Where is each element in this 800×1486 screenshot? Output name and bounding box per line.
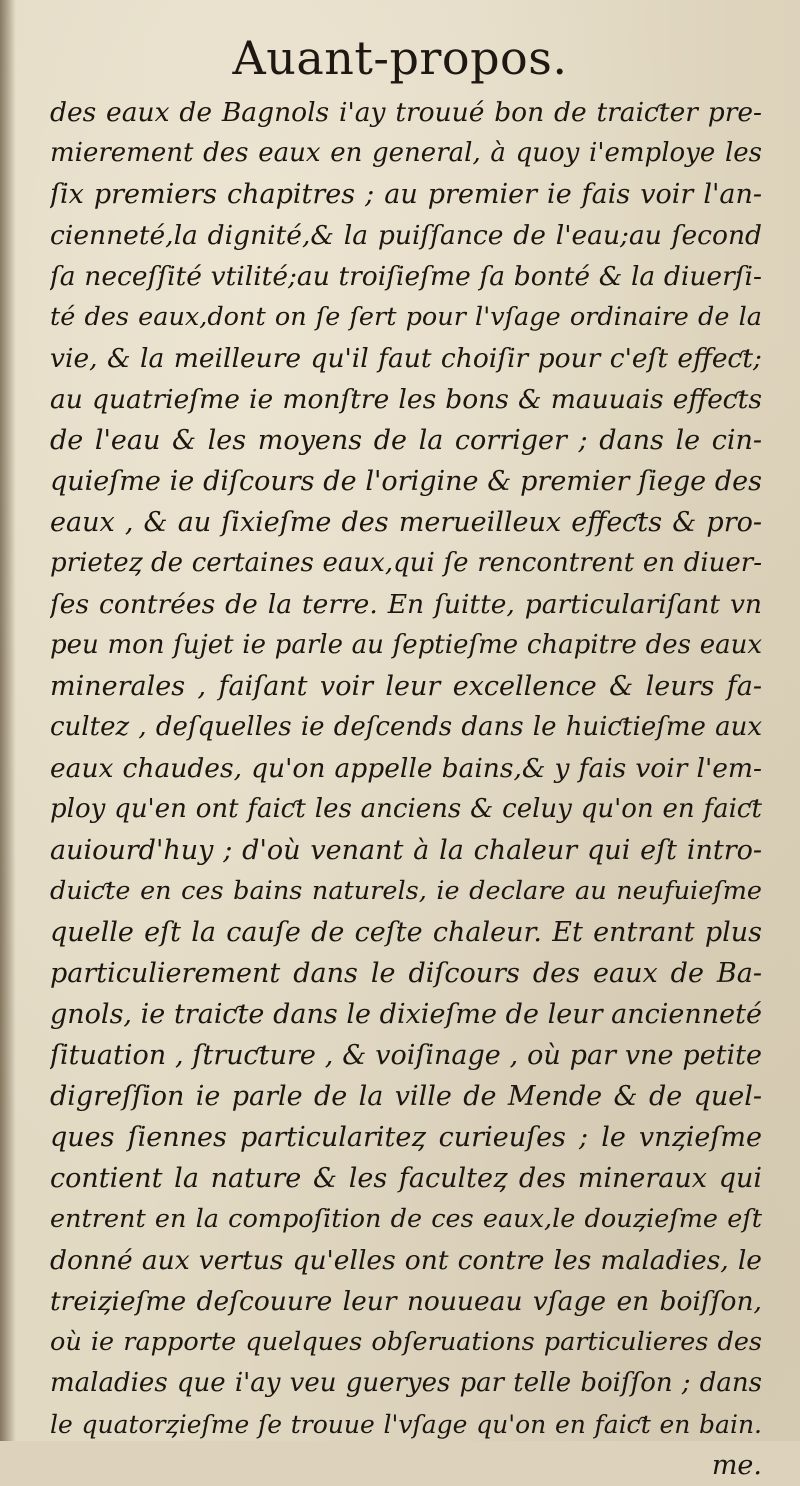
binding-shadow (0, 0, 16, 1441)
text-line: des eaux de Bagnols i'ay trouué bon de traiƈter pre- (50, 97, 762, 128)
text-line: ſa neceſſité vtilité;au troiſieſme ſa bonté & la diuerſi- (50, 261, 762, 292)
text-line: ſituation , ſtruƈture , & voiſinage , où par vne petite (50, 1040, 762, 1071)
text-line: ſes contrées de la terre. En ſuitte, particulariſant vn (50, 589, 762, 620)
text-line: ſix premiers chapitres ; au premier ie fais voir l'an- (50, 179, 762, 210)
text-line: où ie rapporte quelques obſeruations particulieres des (50, 1327, 762, 1357)
text-line: au quatrieſme ie monſtre les bons & mauuais effeƈts (50, 384, 762, 415)
text-line: digreſſion ie parle de la ville de Mende & de quel- (50, 1081, 762, 1112)
text-line: té des eaux,dont on ſe ſert pour l'vſage ordinaire de la (50, 302, 762, 332)
text-line: auiourd'huy ; d'où venant à la chaleur qui eſt intro- (50, 835, 762, 866)
text-line: particulierement dans le diſcours des eaux de Ba- (50, 958, 762, 989)
text-line: cienneté,la dignité,& la puiſſance de l'eau;au ſecond (50, 220, 762, 251)
running-head: Auant-propos. (232, 31, 568, 85)
catchword: me. (711, 1450, 762, 1481)
text-line: minerales , faiſant voir leur excellence & leurs fa- (50, 671, 762, 702)
text-line: ploy qu'en ont faiƈt les anciens & celuy qu'on en faiƈt (50, 794, 762, 824)
text-line: donné aux vertus qu'elles ont contre les maladies, le (50, 1245, 762, 1276)
text-line: quieſme ie diſcours de l'origine & premier ſiege des (50, 466, 762, 497)
text-line: le quatorȥieſme ſe trouue l'vſage qu'on en faiƈt en bain. (50, 1410, 762, 1439)
text-line: mierement des eaux en general, à quoy i'employe les (50, 138, 762, 168)
text-line: quelle eſt la cauſe de ceſte chaleur. Et entrant plus (50, 917, 762, 948)
text-line: ques ſiennes particulariteȥ curieuſes ; le vnȥieſme (50, 1122, 762, 1153)
text-line: duiƈte en ces bains naturels, ie declare au neufuieſme (50, 876, 762, 906)
text-line: treiȥieſme deſcouure leur nouueau vſage en boiſſon, (50, 1286, 762, 1317)
text-line: de l'eau & les moyens de la corriger ; dans le cin- (50, 425, 762, 456)
text-line: entrent en la compoſition de ces eaux,le douȥieſme eſt (50, 1204, 762, 1234)
text-line: vie, & la meilleure qu'il faut choiſir pour c'eſt effeƈt; (50, 343, 762, 374)
text-line: maladies que i'ay veu gueryes par telle boiſſon ; dans (50, 1368, 762, 1398)
text-line: cultez , deſquelles ie deſcends dans le huiƈtieſme aux (50, 712, 762, 742)
text-line: peu mon ſujet ie parle au ſeptieſme chapitre des eaux (50, 630, 762, 660)
text-line: eaux , & au ſixieſme des merueilleux effeƈts & pro- (50, 507, 762, 538)
text-line: prieteȥ de certaines eaux,qui ſe rencontrent en diuer- (50, 548, 762, 578)
text-line: contient la nature & les faculteȥ des mineraux qui (50, 1163, 762, 1194)
text-line: gnols, ie traiƈte dans le dixieſme de leur ancienneté (50, 999, 762, 1030)
body-text (50, 92, 762, 1486)
text-line: eaux chaudes, qu'on appelle bains,& y fais voir l'em- (50, 753, 762, 784)
